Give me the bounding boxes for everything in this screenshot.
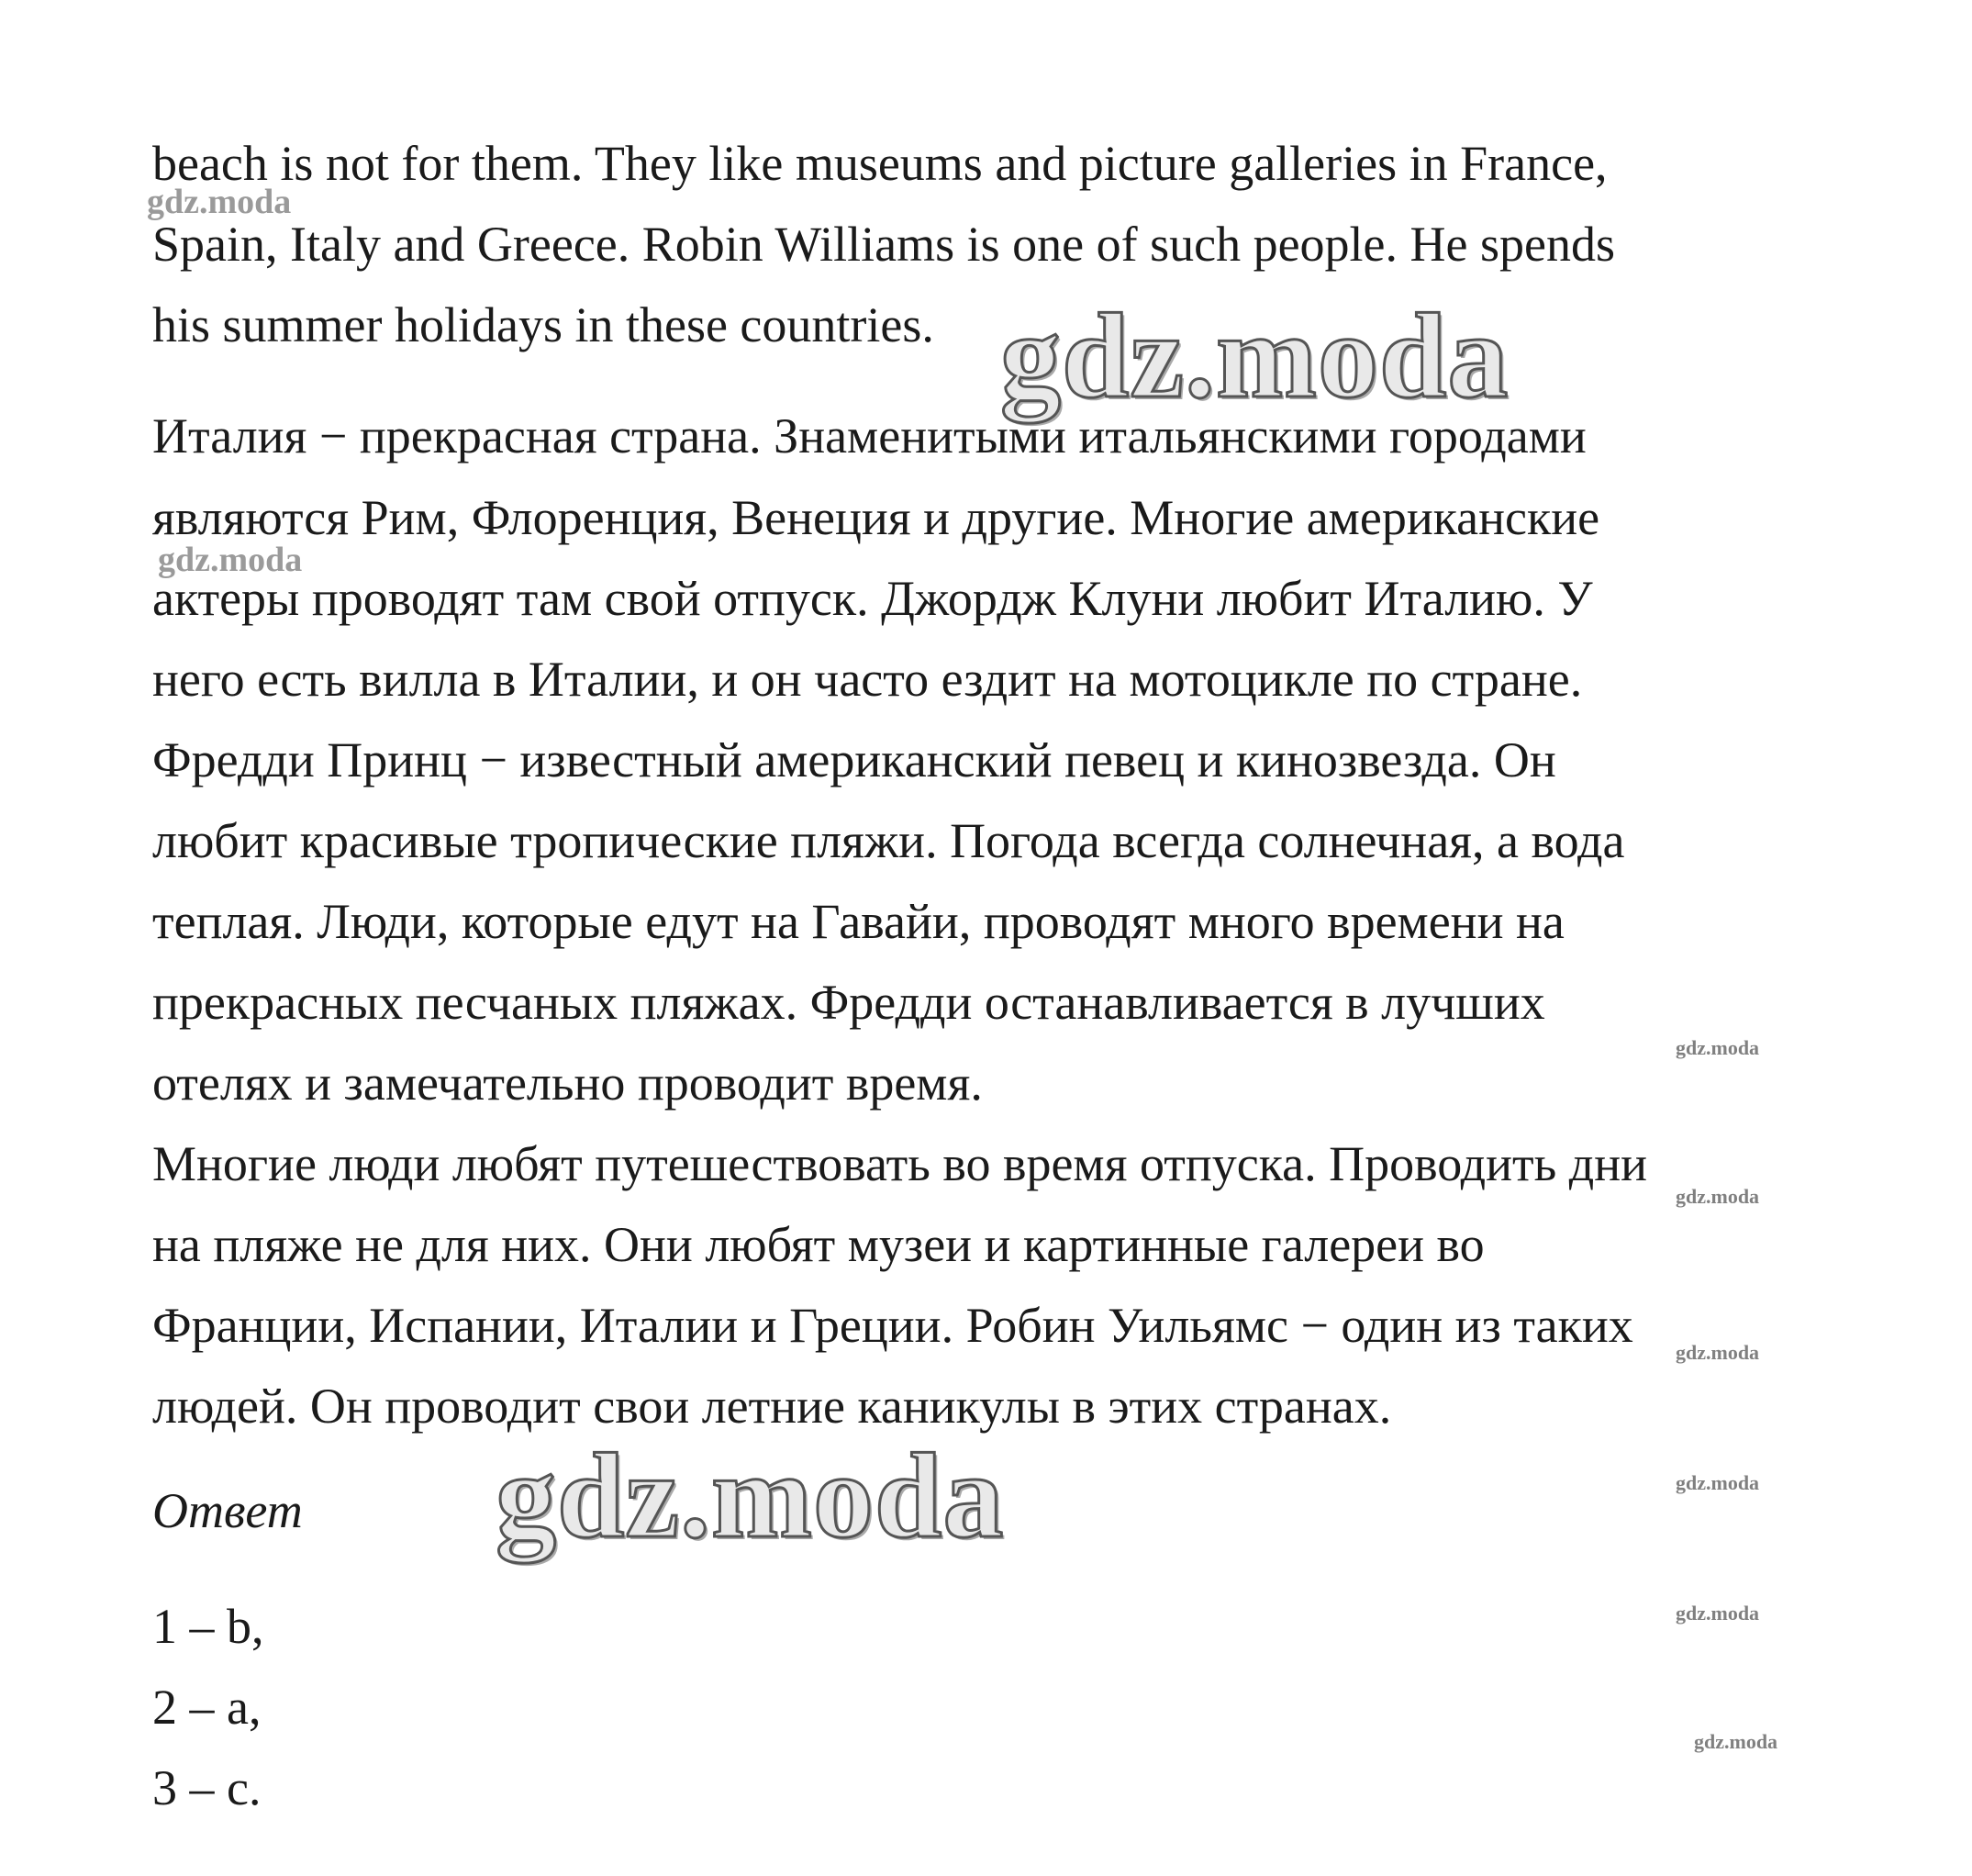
russian-line-6: любит красивые тропические пляжи. Погода всегда солнечная, а вода <box>152 813 1625 868</box>
russian-line-7: теплая. Люди, которые едут на Гавайи, проводят много времени на <box>152 894 1565 949</box>
watermark-large-1: gdz.moda <box>1000 288 1510 423</box>
answer-label: Ответ <box>152 1483 303 1538</box>
russian-line-9: отелях и замечательно проводит время. <box>152 1055 983 1111</box>
english-line-3: his summer holidays in these countries. <box>152 297 934 352</box>
russian-line-5: Фредди Принц − известный американский певец и кинозвезда. Он <box>152 732 1556 787</box>
watermark-small-3: gdz.moda <box>1676 1341 1760 1364</box>
russian-line-10: Многие люди любят путешествовать во время отпуска. Проводить дни <box>152 1136 1648 1191</box>
watermark-small-5: gdz.moda <box>1676 1602 1760 1625</box>
english-line-2: Spain, Italy and Greece. Robin Williams is one of such people. He spends <box>152 217 1615 272</box>
answer-item-1: 1 – b, <box>152 1599 264 1654</box>
watermark-small-6: gdz.moda <box>1694 1730 1778 1753</box>
watermark-medium-2: gdz.moda <box>158 541 303 579</box>
watermark-small-1: gdz.moda <box>1676 1036 1760 1059</box>
russian-line-8: прекрасных песчаных пляжах. Фредди останавливается в лучших <box>152 975 1545 1030</box>
russian-line-11: на пляже не для них. Они любят музеи и картинные галереи во <box>152 1217 1485 1272</box>
answer-item-3: 3 – c. <box>152 1760 262 1815</box>
russian-line-1: Италия − прекрасная страна. Знаменитыми итальянскими городами <box>152 408 1587 463</box>
watermark-large-2: gdz.moda <box>496 1428 1005 1563</box>
watermark-small-4: gdz.moda <box>1676 1471 1760 1494</box>
russian-line-4: него есть вилла в Италии, и он часто ездит на мотоцикле по стране. <box>152 652 1583 707</box>
russian-line-13: людей. Он проводит свои летние каникулы в этих странах. <box>152 1379 1392 1434</box>
answer-item-2: 2 – a, <box>152 1680 262 1735</box>
russian-line-12: Франции, Испании, Италии и Греции. Робин Уильямс − один из таких <box>152 1298 1633 1353</box>
russian-line-3: актеры проводят там свой отпуск. Джордж Клуни любит Италию. У <box>152 571 1593 626</box>
watermark-medium-1: gdz.moda <box>147 183 292 221</box>
russian-line-2: являются Рим, Флоренция, Венеция и другие. Многие американские <box>152 490 1600 545</box>
english-line-1: beach is not for them. They like museums and picture galleries in France, <box>152 136 1608 191</box>
watermark-small-2: gdz.moda <box>1676 1185 1760 1208</box>
